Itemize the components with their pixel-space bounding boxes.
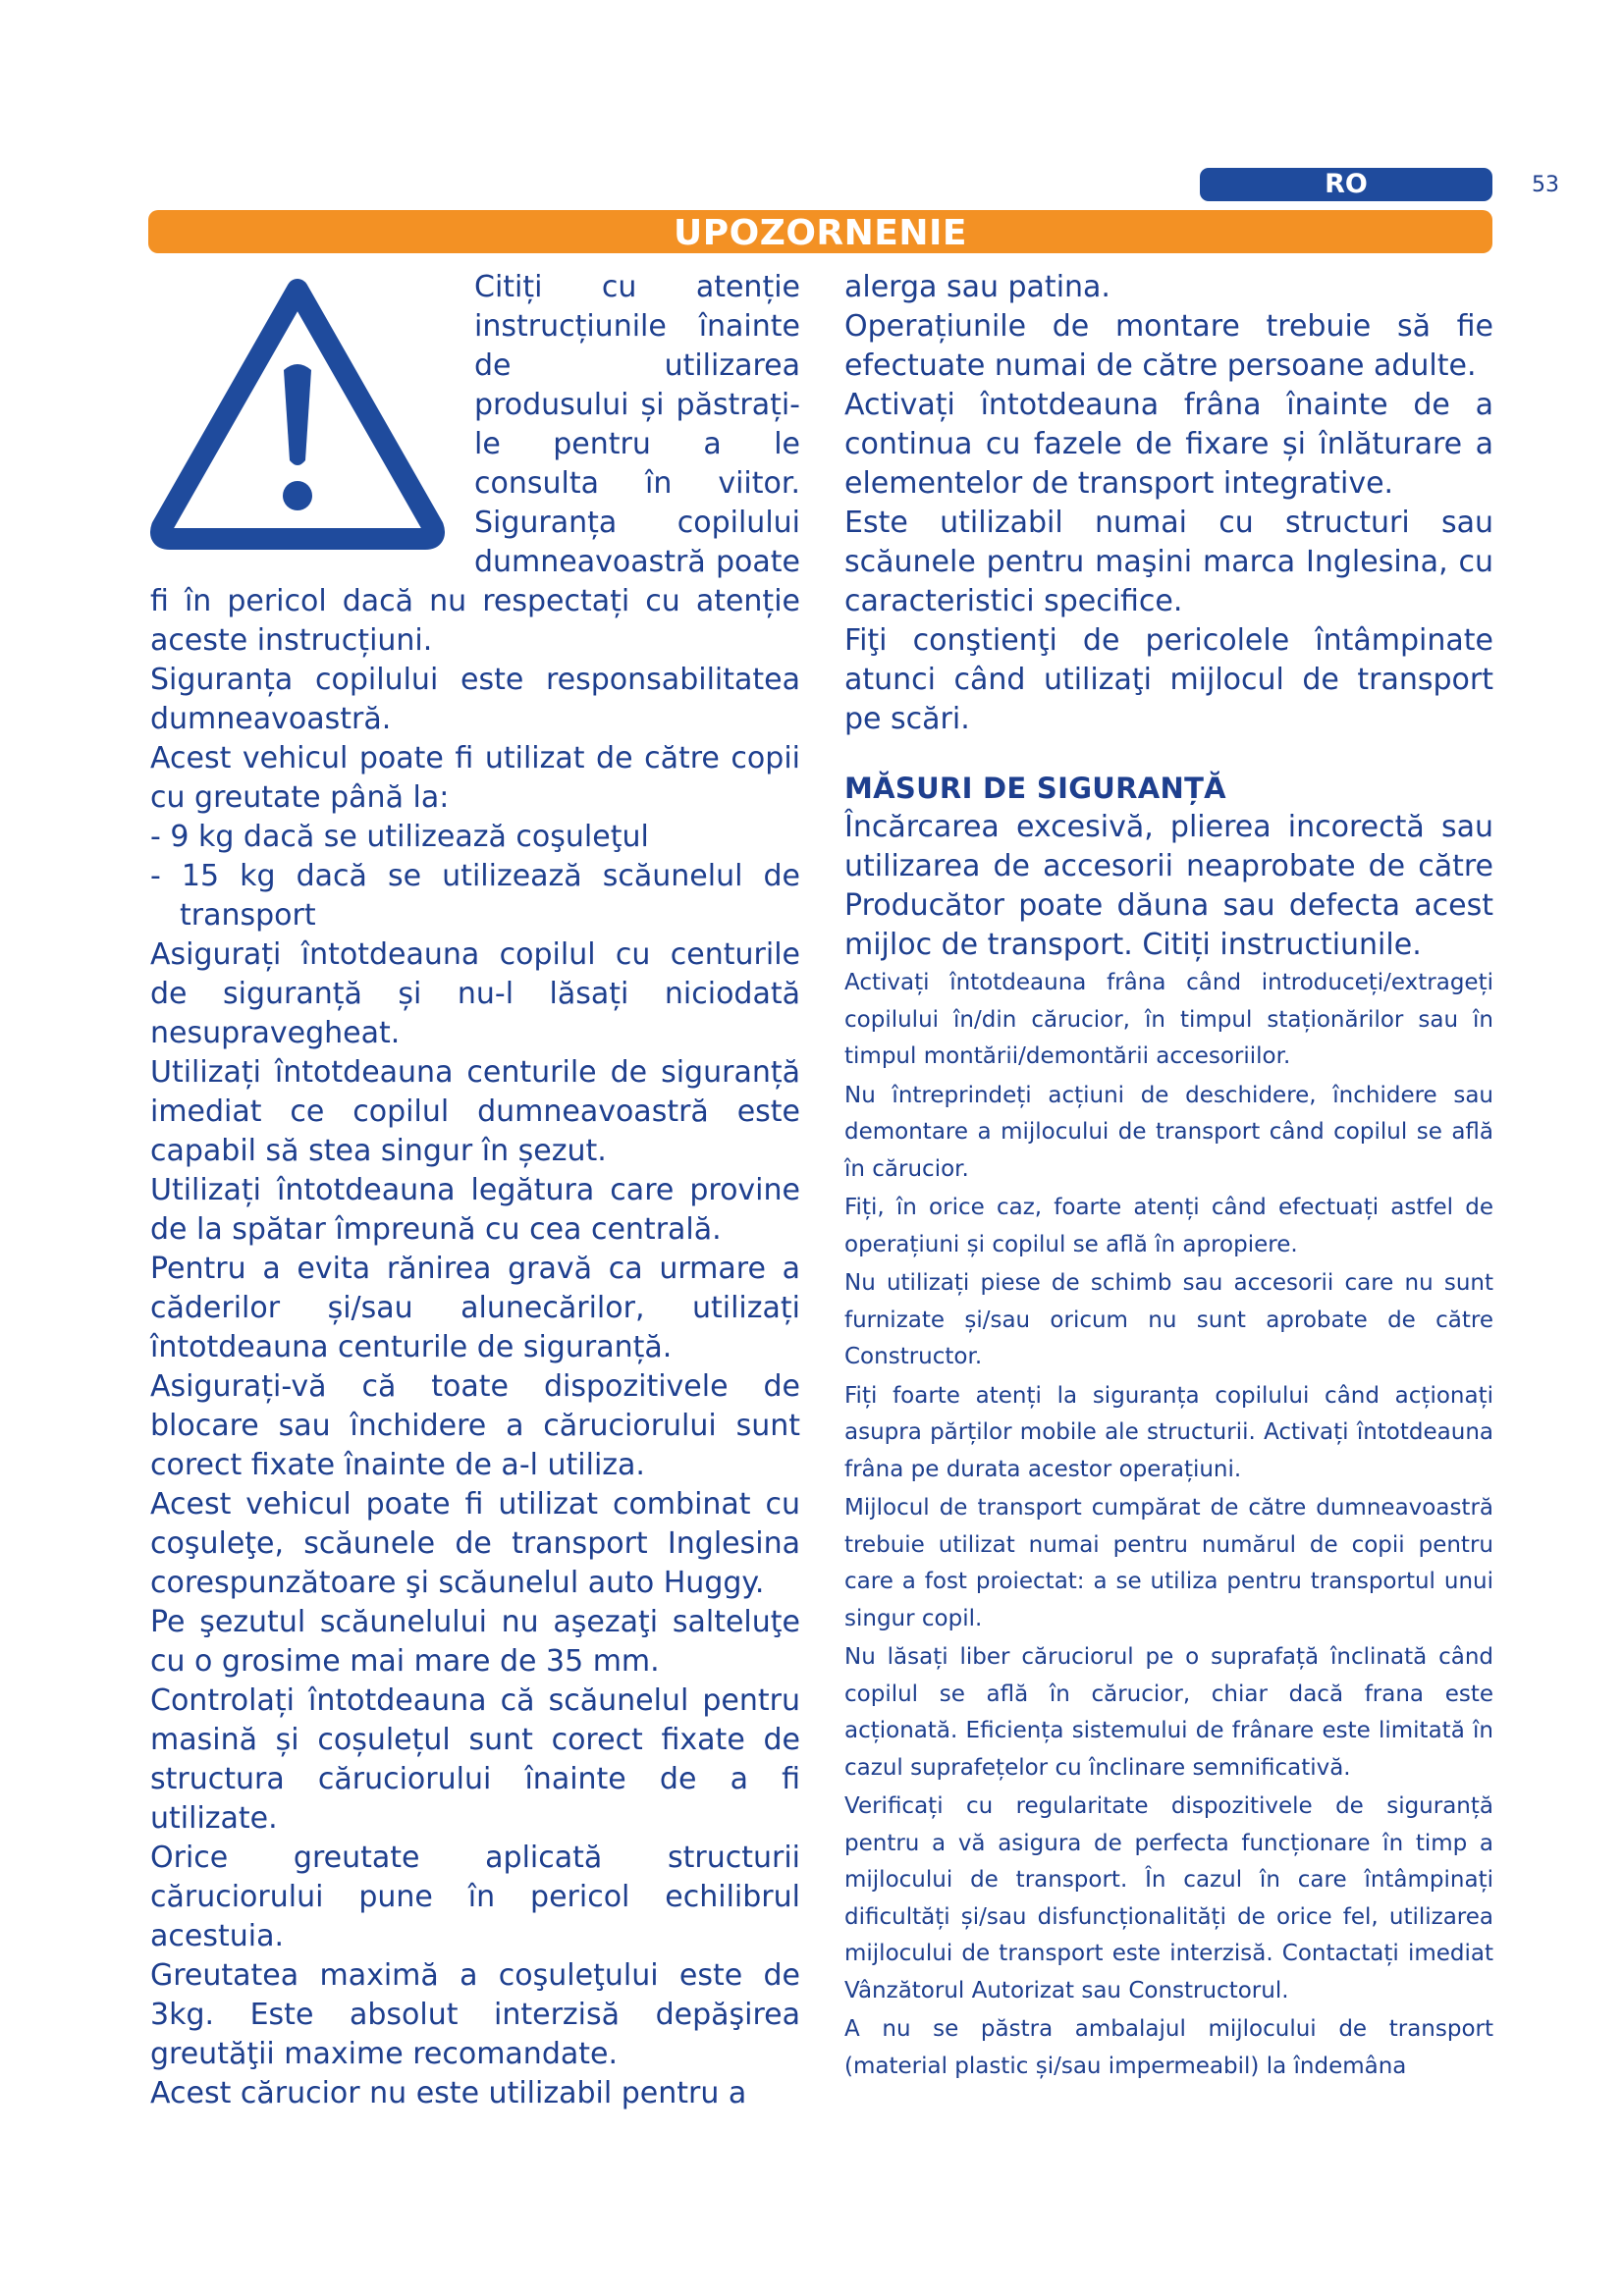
right-paragraph: Este utilizabil numai cu structuri sau scăunele pentru maşini marca Inglesina, cu caracteristici specifice. xyxy=(844,506,1493,618)
safety-paragraph: A nu se păstra ambalajul mijlocului de transport (material plastic și/sau impermeabil) la îndemâna xyxy=(844,2016,1493,2079)
left-paragraph: Greutatea maximă a coşuleţului este de 3kg. Este absolut interzisă depăşirea greutăţii maxime recomandate. xyxy=(150,1958,800,2071)
left-paragraph: Controlați întotdeauna că scăunelul pentru masină și coșulețul sunt corect fixate de structura căruciorului înainte de a fi utilizate. xyxy=(150,1683,800,1836)
left-paragraph: Acest cărucior nu este utilizabil pentru a xyxy=(150,2076,747,2110)
weight-limit-item: - 15 kg dacă se utilizează scăunelul de transport xyxy=(150,859,800,933)
safety-paragraph: Fiți, în orice caz, foarte atenți când efectuați astfel de operațiuni și copilul se află în apropiere. xyxy=(844,1195,1493,1257)
safety-paragraph: Nu lăsați liber căruciorul pe o suprafață înclinată când copilul se află în cărucior, chiar dacă frana este acționată. Eficiența sistemului de frânare este limitată în cazul suprafețelor cu înclinare semnificativă. xyxy=(844,1644,1493,1781)
language-tag: RO xyxy=(1200,168,1492,201)
safety-paragraph: Nu utilizați piese de schimb sau accesorii care nu sunt furnizate și/sau oricum nu sunt aprobate de către Constructor. xyxy=(844,1270,1493,1369)
left-paragraph: Pentru a evita rănirea gravă ca urmare a căderilor și/sau alunecărilor, utilizați întotdeauna centurile de siguranță. xyxy=(150,1252,800,1364)
right-paragraph: alerga sau patina. xyxy=(844,270,1110,304)
safety-paragraph: Nu întreprindeți acțiuni de deschidere, închidere sau demontare a mijlocului de transport când copilul se află în cărucior. xyxy=(844,1082,1493,1182)
safety-paragraph: Verificați cu regularitate dispozitivele de siguranță pentru a vă asigura de perfecta funcționare în timp a mijlocului de transport. În cazul în care întâmpinați dificultăți și/sau disfuncționalități de orice fel, utilizarea mijlocului de transport este interzisă. Contactați imediat Vânzătorul Autorizat sau Constructorul. xyxy=(844,1793,1493,2003)
left-paragraph: Asigurați întotdeauna copilul cu centurile de siguranță și nu-l lăsați niciodată nesupravegheat. xyxy=(150,937,800,1050)
left-paragraph: Acest vehicul poate fi utilizat combinat cu coşuleţe, scăunele de transport Inglesina corespunzătoare şi scăunelul auto Huggy. xyxy=(150,1487,800,1600)
left-column xyxy=(150,268,800,2113)
left-paragraph: Orice greutate aplicată structurii căruciorului pune în pericol echilibrul acestuia. xyxy=(150,1841,800,1953)
left-paragraph: Pe şezutul scăunelului nu aşezaţi salteluţe cu o grosime mai mare de 35 mm. xyxy=(150,1605,800,1679)
left-paragraph: Siguranța copilului este responsabilitatea dumneavoastră. xyxy=(150,663,800,736)
safety-intro: Încărcarea excesivă, plierea incorectă sau utilizarea de accesorii neaprobate de către Producător poate dăuna sau defecta acest mijloc de transport. Citiți instructiunile. xyxy=(844,810,1493,962)
safety-list xyxy=(844,965,1493,2085)
left-paragraph: Citiți cu atenție instrucțiunile înainte de utilizarea produsului și păstrați-le pentru a le consulta în viitor. Siguranța copilului dumneavoastră poate fi în pericol dacă nu respectați cu atenție aceste instrucțiuni. xyxy=(150,270,800,658)
weight-limit-item: - 9 kg dacă se utilizează coşuleţul xyxy=(150,820,649,854)
right-paragraph: Operațiunile de montare trebuie să fie efectuate numai de către persoane adulte. xyxy=(844,309,1493,383)
safety-measures-heading: MĂSURI DE SIGURANȚĂ xyxy=(844,772,1226,805)
right-paragraph: Activați întotdeauna frâna înainte de a continua cu fazele de fixare și înlăturare a elementelor de transport integrative. xyxy=(844,388,1493,501)
safety-paragraph: Fiți foarte atenți la siguranța copilului când acționați asupra părților mobile ale structurii. Activați întotdeauna frâna pe durata acestor operațiuni. xyxy=(844,1382,1493,1482)
left-paragraph: Utilizați întotdeauna legătura care provine de la spătar împreună cu cea centrală. xyxy=(150,1173,800,1247)
right-paragraph: Fiţi conştienţi de pericolele întâmpinate atunci când utilizaţi mijlocul de transport pe scări. xyxy=(844,623,1493,736)
left-paragraph: Utilizați întotdeauna centurile de siguranță imediat ce copilul dumneavoastră este capabil să stea singur în șezut. xyxy=(150,1055,800,1168)
right-column xyxy=(844,268,1493,2087)
left-paragraph: Acest vehicul poate fi utilizat de către copii cu greutate până la: xyxy=(150,741,800,815)
warning-title-bar: UPOZORNENIE xyxy=(148,210,1492,253)
safety-paragraph: Activați întotdeauna frâna când introduceți/extrageți copilului în/din cărucior, în timpul staționărilor sau în timpul montării/demontării accesoriilor. xyxy=(844,970,1493,1069)
warning-triangle-icon xyxy=(150,276,445,554)
safety-paragraph: Mijlocul de transport cumpărat de către dumneavoastră trebuie utilizat numai pentru numărul de copii pentru care a fost proiectat: a se utiliza pentru transportul unui singur copil. xyxy=(844,1495,1493,1631)
left-paragraph: Asigurați-vă că toate dispozitivele de blocare sau închidere a căruciorului sunt corect fixate înainte de a-l utiliza. xyxy=(150,1369,800,1482)
page-number: 53 xyxy=(1532,173,1559,197)
